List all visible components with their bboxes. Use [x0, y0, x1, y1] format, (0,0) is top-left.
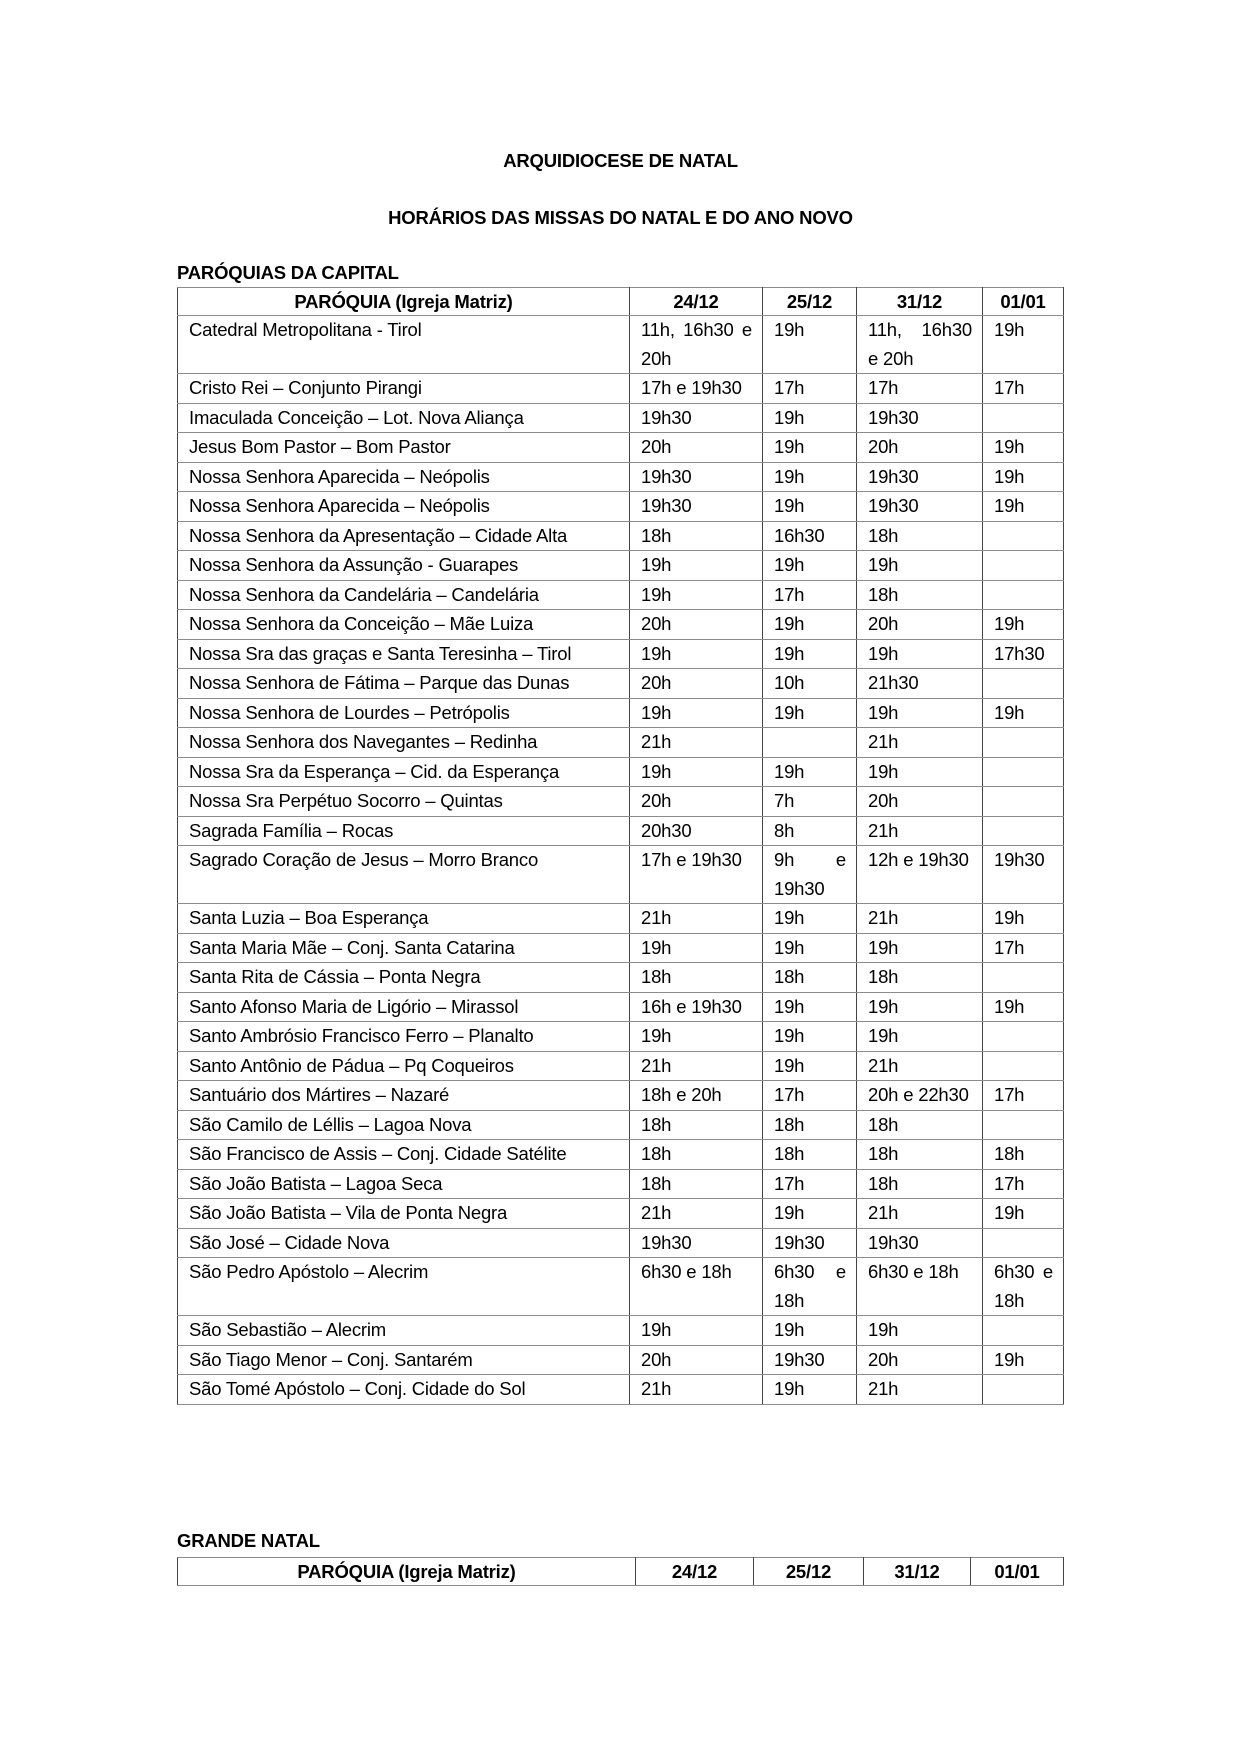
time-cell-0101: 17h [983, 933, 1064, 963]
table-row [178, 728, 1064, 758]
time-cell-3112: 21h [857, 816, 983, 846]
time-cell-2512: 17h [763, 1081, 857, 1111]
time-cell-0101 [983, 551, 1064, 581]
time-cell-2512: 19h [763, 698, 857, 728]
time-cell-0101: 19h [983, 1199, 1064, 1229]
table-row [178, 963, 1064, 993]
parish-cell: Santuário dos Mártires – Nazaré [178, 1081, 630, 1111]
time-cell-2512: 19h [763, 757, 857, 787]
time-cell-0101: 19h [983, 610, 1064, 640]
time-cell-0101: 19h [983, 492, 1064, 522]
parish-cell: São Camilo de Léllis – Lagoa Nova [178, 1110, 630, 1140]
time-cell-2412: 18h [630, 1110, 763, 1140]
time-cell-2412: 19h [630, 580, 763, 610]
table-row [178, 1199, 1064, 1229]
time-cell-2412: 18h [630, 521, 763, 551]
time-cell-0101 [983, 1316, 1064, 1346]
column-header-2512: 25/12 [763, 288, 857, 316]
time-cell-0101 [983, 1022, 1064, 1052]
time-cell-0101: 19h [983, 904, 1064, 934]
time-cell-2412: 6h30 e 18h [630, 1258, 763, 1316]
time-cell-3112: 19h [857, 551, 983, 581]
parish-cell: Cristo Rei – Conjunto Pirangi [178, 374, 630, 404]
time-cell-0101: 17h30 [983, 639, 1064, 669]
time-cell-0101 [983, 1051, 1064, 1081]
time-cell-2512: 17h [763, 580, 857, 610]
time-cell-2512: 19h [763, 1022, 857, 1052]
document-subtitle: HORÁRIOS DAS MISSAS DO NATAL E DO ANO NOVO [388, 207, 853, 228]
time-cell-2412: 19h [630, 1316, 763, 1346]
time-cell-2512: 17h [763, 1169, 857, 1199]
time-cell-2412: 11h, 16h30 e 20h [630, 316, 763, 374]
time-cell-3112: 20h [857, 433, 983, 463]
time-cell-0101: 19h [983, 698, 1064, 728]
table-row [178, 1140, 1064, 1170]
column-header-3112: 31/12 [864, 1558, 971, 1586]
table-row [178, 698, 1064, 728]
time-cell-2512: 19h [763, 904, 857, 934]
parish-cell: São João Batista – Lagoa Seca [178, 1169, 630, 1199]
time-cell-3112: 19h30 [857, 462, 983, 492]
parish-cell: São Francisco de Assis – Conj. Cidade Satélite [178, 1140, 630, 1170]
parish-cell: Santa Luzia – Boa Esperança [178, 904, 630, 934]
table-header-row [178, 288, 1064, 316]
parish-cell: Santo Afonso Maria de Ligório – Mirassol [178, 992, 630, 1022]
parish-cell: São Sebastião – Alecrim [178, 1316, 630, 1346]
time-cell-2512: 10h [763, 669, 857, 699]
time-cell-3112: 20h [857, 787, 983, 817]
time-cell-2512: 19h [763, 403, 857, 433]
time-cell-2512: 19h [763, 551, 857, 581]
parish-cell: Nossa Senhora dos Navegantes – Redinha [178, 728, 630, 758]
grande-natal-schedule-table [177, 1557, 1064, 1586]
time-cell-2512: 7h [763, 787, 857, 817]
document-title: ARQUIDIOCESE DE NATAL [503, 150, 738, 171]
table-row [178, 933, 1064, 963]
time-cell-0101 [983, 1375, 1064, 1405]
column-header-parish: PARÓQUIA (Igreja Matriz) [178, 288, 630, 316]
parish-cell: São Pedro Apóstolo – Alecrim [178, 1258, 630, 1316]
time-cell-2512: 19h30 [763, 1228, 857, 1258]
time-cell-3112: 21h [857, 1199, 983, 1229]
time-cell-2512: 19h [763, 1051, 857, 1081]
table-row [178, 1110, 1064, 1140]
column-header-0101: 01/01 [971, 1558, 1064, 1586]
section-heading-grande-natal: GRANDE NATAL [177, 1530, 320, 1551]
parish-cell: Santa Maria Mãe – Conj. Santa Catarina [178, 933, 630, 963]
time-cell-3112: 11h, 16h30 e 20h [857, 316, 983, 374]
table-row [178, 580, 1064, 610]
time-cell-0101: 19h [983, 462, 1064, 492]
time-cell-3112: 19h [857, 992, 983, 1022]
time-cell-2412: 19h [630, 639, 763, 669]
parish-cell: Nossa Senhora da Conceição – Mãe Luiza [178, 610, 630, 640]
parish-cell: São Tiago Menor – Conj. Santarém [178, 1345, 630, 1375]
table-row [178, 462, 1064, 492]
time-cell-2412: 21h [630, 1051, 763, 1081]
time-cell-2412: 21h [630, 728, 763, 758]
time-cell-0101: 18h [983, 1140, 1064, 1170]
time-cell-2512: 18h [763, 1110, 857, 1140]
table-row [178, 1375, 1064, 1405]
time-cell-2512: 16h30 [763, 521, 857, 551]
time-cell-2412: 21h [630, 1199, 763, 1229]
parish-cell: Nossa Senhora da Assunção - Guarapes [178, 551, 630, 581]
time-cell-2512: 19h [763, 1199, 857, 1229]
time-cell-3112: 19h30 [857, 1228, 983, 1258]
time-cell-0101: 6h30 e 18h [983, 1258, 1064, 1316]
time-cell-2412: 18h [630, 1140, 763, 1170]
time-cell-2512: 17h [763, 374, 857, 404]
time-cell-2412: 19h30 [630, 462, 763, 492]
time-cell-3112: 6h30 e 18h [857, 1258, 983, 1316]
time-cell-0101 [983, 1110, 1064, 1140]
table-row [178, 1228, 1064, 1258]
table-header-row [178, 1558, 1064, 1586]
time-cell-2412: 17h e 19h30 [630, 846, 763, 904]
time-cell-0101: 19h30 [983, 846, 1064, 904]
parish-cell: Sagrada Família – Rocas [178, 816, 630, 846]
table-row [178, 551, 1064, 581]
parish-cell: São João Batista – Vila de Ponta Negra [178, 1199, 630, 1229]
parish-cell: Nossa Senhora de Lourdes – Petrópolis [178, 698, 630, 728]
time-cell-2512: 19h [763, 933, 857, 963]
time-cell-0101 [983, 1228, 1064, 1258]
time-cell-2412: 20h [630, 610, 763, 640]
time-cell-3112: 19h [857, 698, 983, 728]
time-cell-0101 [983, 757, 1064, 787]
time-cell-0101 [983, 403, 1064, 433]
time-cell-2412: 19h [630, 757, 763, 787]
parish-cell: Imaculada Conceição – Lot. Nova Aliança [178, 403, 630, 433]
time-cell-3112: 18h [857, 1110, 983, 1140]
table-row [178, 1258, 1064, 1316]
time-cell-2512: 19h [763, 462, 857, 492]
parish-cell: Santo Ambrósio Francisco Ferro – Planalto [178, 1022, 630, 1052]
time-cell-2412: 16h e 19h30 [630, 992, 763, 1022]
time-cell-3112: 18h [857, 1169, 983, 1199]
time-cell-0101 [983, 580, 1064, 610]
time-cell-0101: 19h [983, 433, 1064, 463]
time-cell-0101 [983, 963, 1064, 993]
parish-cell: Nossa Sra das graças e Santa Teresinha – Tirol [178, 639, 630, 669]
time-cell-2512: 19h [763, 1375, 857, 1405]
table-row [178, 374, 1064, 404]
time-cell-2412: 19h [630, 933, 763, 963]
parish-cell: Nossa Senhora de Fátima – Parque das Dunas [178, 669, 630, 699]
time-cell-2412: 19h [630, 1022, 763, 1052]
table-row [178, 521, 1064, 551]
parish-cell: Nossa Sra da Esperança – Cid. da Esperança [178, 757, 630, 787]
table-row [178, 492, 1064, 522]
table-row [178, 846, 1064, 904]
time-cell-0101: 19h [983, 1345, 1064, 1375]
time-cell-0101: 17h [983, 1169, 1064, 1199]
column-header-parish: PARÓQUIA (Igreja Matriz) [178, 1558, 636, 1586]
parish-cell: Catedral Metropolitana - Tirol [178, 316, 630, 374]
table-row [178, 639, 1064, 669]
time-cell-2412: 19h30 [630, 1228, 763, 1258]
parish-cell: Nossa Senhora Aparecida – Neópolis [178, 462, 630, 492]
table-row [178, 1345, 1064, 1375]
parish-cell: Jesus Bom Pastor – Bom Pastor [178, 433, 630, 463]
time-cell-3112: 17h [857, 374, 983, 404]
column-header-3112: 31/12 [857, 288, 983, 316]
time-cell-2412: 20h [630, 1345, 763, 1375]
section-heading-capital: PARÓQUIAS DA CAPITAL [177, 262, 399, 283]
time-cell-3112: 19h [857, 757, 983, 787]
time-cell-3112: 21h [857, 1051, 983, 1081]
time-cell-2512: 19h [763, 1316, 857, 1346]
table-row [178, 1316, 1064, 1346]
table-row [178, 992, 1064, 1022]
parish-cell: Santa Rita de Cássia – Ponta Negra [178, 963, 630, 993]
time-cell-2412: 18h [630, 1169, 763, 1199]
time-cell-2412: 17h e 19h30 [630, 374, 763, 404]
time-cell-2512: 18h [763, 963, 857, 993]
time-cell-2512: 19h [763, 433, 857, 463]
time-cell-2412: 18h e 20h [630, 1081, 763, 1111]
time-cell-3112: 21h [857, 904, 983, 934]
time-cell-2412: 19h30 [630, 403, 763, 433]
parish-cell: Nossa Sra Perpétuo Socorro – Quintas [178, 787, 630, 817]
time-cell-2512: 19h [763, 610, 857, 640]
parish-cell: São Tomé Apóstolo – Conj. Cidade do Sol [178, 1375, 630, 1405]
table-row [178, 1022, 1064, 1052]
table-row [178, 904, 1064, 934]
time-cell-2412: 18h [630, 963, 763, 993]
time-cell-3112: 18h [857, 521, 983, 551]
time-cell-2512: 6h30 e 18h [763, 1258, 857, 1316]
time-cell-3112: 20h e 22h30 [857, 1081, 983, 1111]
time-cell-3112: 21h30 [857, 669, 983, 699]
time-cell-3112: 19h [857, 639, 983, 669]
time-cell-2412: 19h [630, 698, 763, 728]
time-cell-0101 [983, 816, 1064, 846]
time-cell-3112: 18h [857, 1140, 983, 1170]
time-cell-3112: 21h [857, 728, 983, 758]
time-cell-2512: 18h [763, 1140, 857, 1170]
time-cell-3112: 18h [857, 963, 983, 993]
table-row [178, 1081, 1064, 1111]
parish-cell: Nossa Senhora da Apresentação – Cidade Alta [178, 521, 630, 551]
table-row [178, 316, 1064, 374]
time-cell-3112: 19h30 [857, 492, 983, 522]
table-row [178, 816, 1064, 846]
parish-cell: Santo Antônio de Pádua – Pq Coqueiros [178, 1051, 630, 1081]
time-cell-0101 [983, 669, 1064, 699]
table-row [178, 757, 1064, 787]
time-cell-2512: 9h e 19h30 [763, 846, 857, 904]
time-cell-2512: 19h [763, 639, 857, 669]
time-cell-2512 [763, 728, 857, 758]
time-cell-0101: 17h [983, 374, 1064, 404]
table-row [178, 1051, 1064, 1081]
table-row [178, 1169, 1064, 1199]
table-row [178, 433, 1064, 463]
column-header-2412: 24/12 [630, 288, 763, 316]
time-cell-3112: 19h [857, 1316, 983, 1346]
time-cell-2412: 20h30 [630, 816, 763, 846]
time-cell-0101 [983, 521, 1064, 551]
parish-cell: Nossa Senhora da Candelária – Candelária [178, 580, 630, 610]
time-cell-2412: 19h [630, 551, 763, 581]
time-cell-2512: 8h [763, 816, 857, 846]
column-header-0101: 01/01 [983, 288, 1064, 316]
table-row [178, 669, 1064, 699]
time-cell-2512: 19h [763, 316, 857, 374]
time-cell-3112: 12h e 19h30 [857, 846, 983, 904]
time-cell-2412: 20h [630, 787, 763, 817]
table-row [178, 787, 1064, 817]
time-cell-3112: 20h [857, 1345, 983, 1375]
table-row [178, 610, 1064, 640]
time-cell-0101: 19h [983, 992, 1064, 1022]
time-cell-2412: 20h [630, 669, 763, 699]
time-cell-0101: 17h [983, 1081, 1064, 1111]
column-header-2412: 24/12 [636, 1558, 754, 1586]
time-cell-3112: 19h [857, 1022, 983, 1052]
time-cell-3112: 21h [857, 1375, 983, 1405]
time-cell-2512: 19h30 [763, 1345, 857, 1375]
column-header-2512: 25/12 [754, 1558, 864, 1586]
time-cell-3112: 20h [857, 610, 983, 640]
time-cell-3112: 18h [857, 580, 983, 610]
time-cell-2412: 21h [630, 1375, 763, 1405]
time-cell-3112: 19h30 [857, 403, 983, 433]
parish-cell: Sagrado Coração de Jesus – Morro Branco [178, 846, 630, 904]
capital-schedule-table [177, 287, 1064, 1405]
time-cell-2412: 19h30 [630, 492, 763, 522]
capital-table-body [178, 316, 1064, 1405]
parish-cell: Nossa Senhora Aparecida – Neópolis [178, 492, 630, 522]
time-cell-2512: 19h [763, 492, 857, 522]
time-cell-2512: 19h [763, 992, 857, 1022]
table-row [178, 403, 1064, 433]
time-cell-0101 [983, 787, 1064, 817]
time-cell-3112: 19h [857, 933, 983, 963]
parish-cell: São José – Cidade Nova [178, 1228, 630, 1258]
time-cell-0101: 19h [983, 316, 1064, 374]
time-cell-2412: 21h [630, 904, 763, 934]
time-cell-2412: 20h [630, 433, 763, 463]
time-cell-0101 [983, 728, 1064, 758]
